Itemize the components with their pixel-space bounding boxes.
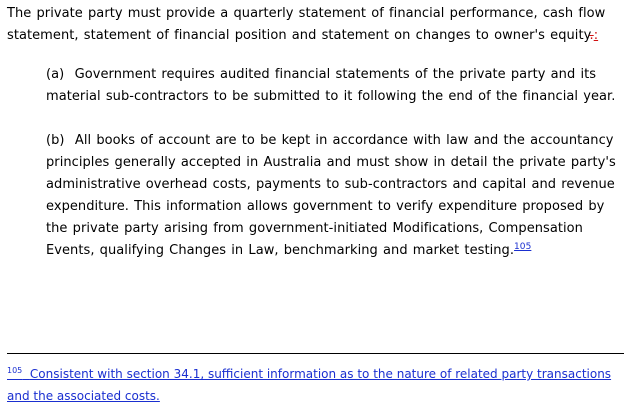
clause-a-label: (a) bbox=[46, 67, 65, 82]
clause-a-text: Government requires audited financial statements of the private party and its material sub-contractors to be submitted to it following the end of the financial year. bbox=[46, 67, 616, 104]
clause-b-label: (b) bbox=[46, 133, 65, 148]
intro-paragraph bbox=[7, 3, 627, 47]
inserted-revision-mark: : bbox=[593, 28, 599, 43]
footnote-number: 105 bbox=[7, 366, 23, 375]
footnote-reference-link[interactable]: 105 bbox=[514, 242, 532, 252]
deleted-revision-mark: . bbox=[589, 28, 594, 43]
clause-b-text: All books of account are to be kept in accordance with law and the accountancy principles generally accepted in Australia and must show in detail the private party's administrative overhead costs, payments to sub-contractors and capital and revenue expenditure. This information allows government to verify expenditure proposed by the private party arising from government-initiated Modifications, Compensation Events, qualifying Changes in Law, benchmarking and market testing. bbox=[46, 133, 616, 258]
footnote-separator bbox=[7, 353, 624, 354]
footnote[interactable] bbox=[7, 363, 627, 407]
intro-text: The private party must provide a quarterly statement of financial performance, cash flow statement, statement of financial position and statement on changes to owner's equity bbox=[7, 6, 606, 43]
footnote-text: Consistent with section 34.1, sufficient information as to the nature of related party transactions and the associated costs. bbox=[7, 367, 612, 403]
clause-a bbox=[46, 64, 626, 108]
clause-b bbox=[46, 130, 626, 262]
